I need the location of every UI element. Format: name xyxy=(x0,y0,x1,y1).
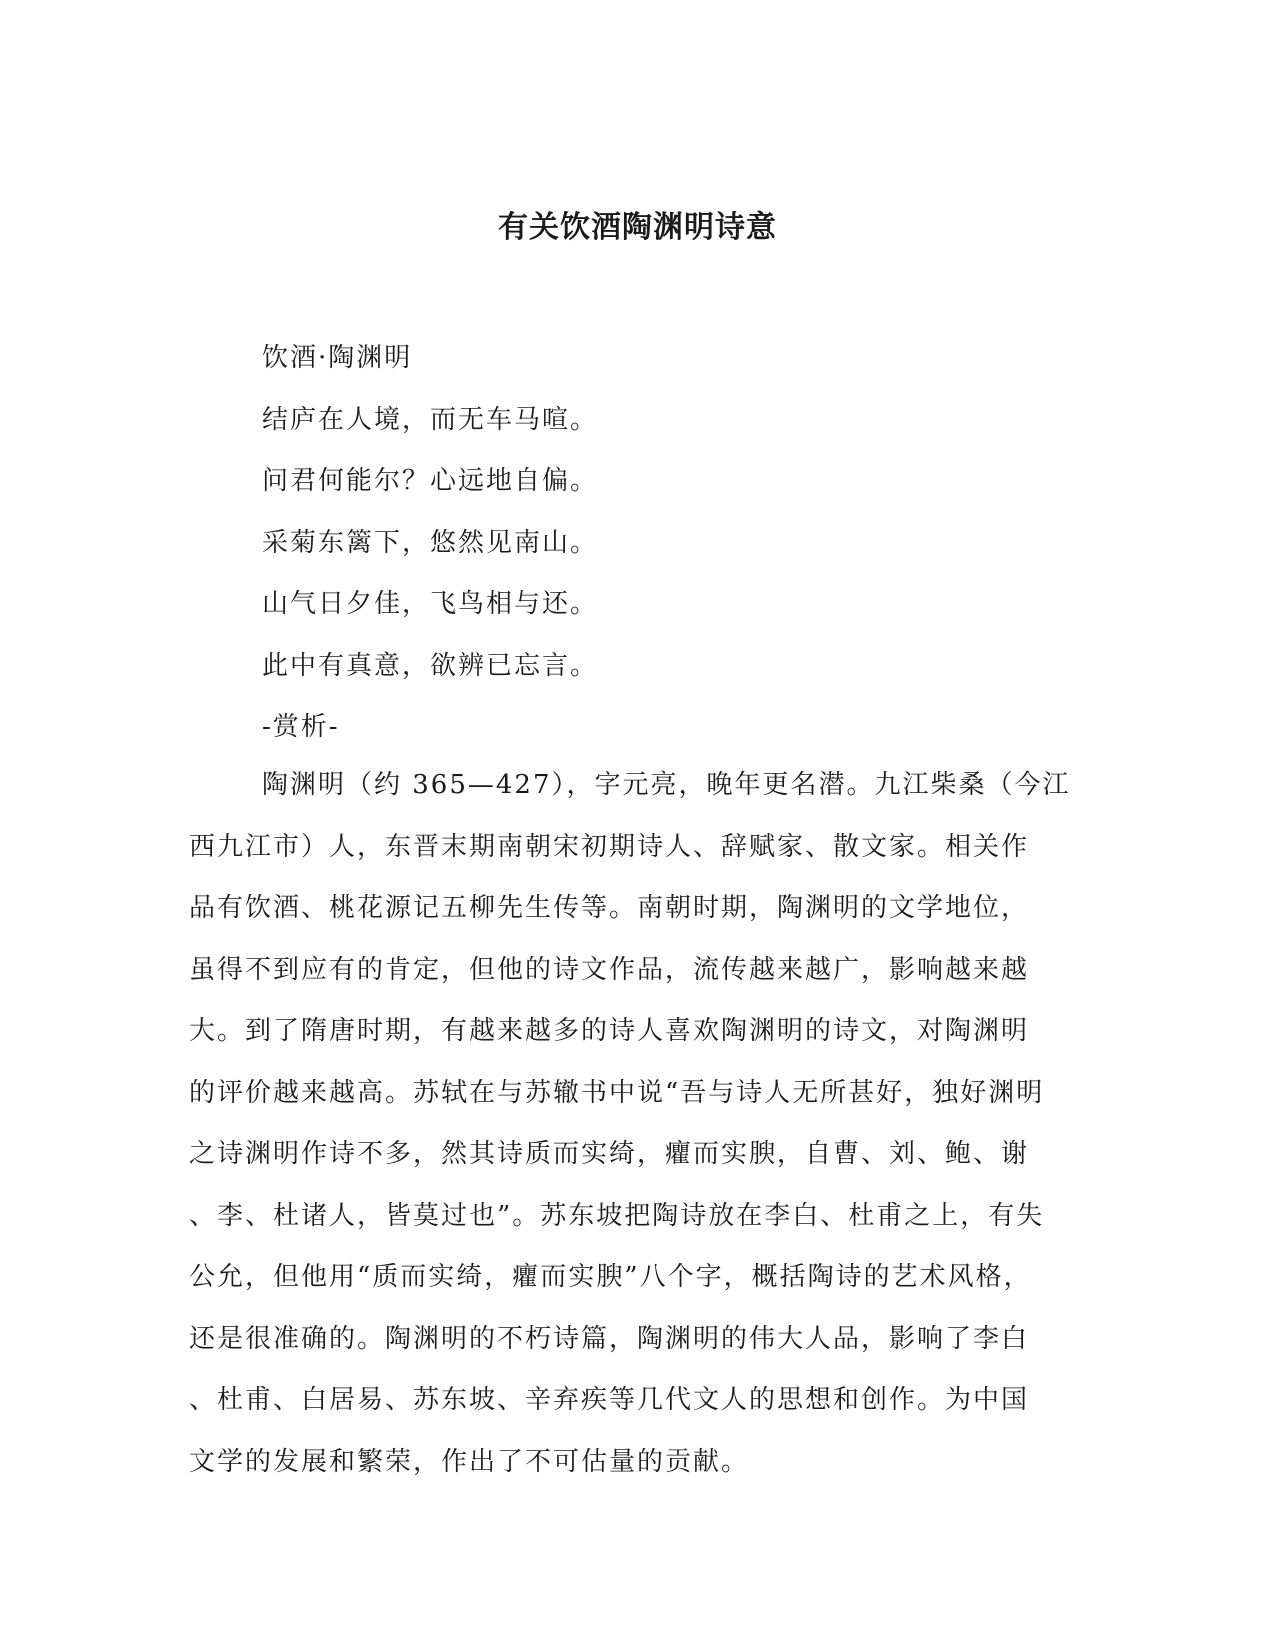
poem-line: 采菊东篱下，悠然见南山。 xyxy=(262,527,599,558)
analysis-line: 还是很准确的。陶渊明的不朽诗篇，陶渊明的伟大人品，影响了李白 xyxy=(189,1323,1030,1354)
section-label: -赏析- xyxy=(262,712,340,742)
poem-heading: 饮酒·陶渊明 xyxy=(262,343,413,373)
poem-line: 问君何能尔？心远地自偏。 xyxy=(262,466,599,496)
document-title: 有关饮酒陶渊明诗意 xyxy=(498,210,777,245)
analysis-line: 之诗渊明作诗不多，然其诗质而实绮，癯而实腴，自曹、刘、鲍、谢 xyxy=(189,1139,1030,1169)
analysis-line: 的评价越来越高。苏轼在与苏辙书中说“吾与诗人无所甚好，独好渊明 xyxy=(189,1077,1045,1108)
analysis-line: 公允，但他用“质而实绮，癯而实腴”八个字，概括陶诗的艺术风格， xyxy=(189,1262,1032,1292)
poem-line: 山气日夕佳，飞鸟相与还。 xyxy=(262,589,599,619)
analysis-line: 文学的发展和繁荣，作出了不可估量的贡献。 xyxy=(189,1446,750,1477)
poem-line: 此中有真意，欲辨已忘言。 xyxy=(262,650,599,681)
analysis-line: 虽得不到应有的肯定，但他的诗文作品，流传越来越广，影响越来越 xyxy=(189,954,1030,985)
analysis-line: 、杜甫、白居易、苏东坡、辛弃疾等几代文人的思想和创作。为中国 xyxy=(189,1385,1030,1415)
poem-line: 结庐在人境，而无车马喧。 xyxy=(262,404,599,435)
analysis-line: 陶渊明（约 365—427），字元亮，晚年更名潜。九江柴桑（今江 xyxy=(262,770,1071,800)
analysis-line: 西九江市）人，东晋末期南朝宋初期诗人、辞赋家、散文家。相关作 xyxy=(189,831,1030,862)
analysis-line: 品有饮酒、桃花源记五柳先生传等。南朝时期，陶渊明的文学地位， xyxy=(189,893,1030,923)
analysis-line: 大。到了隋唐时期，有越来越多的诗人喜欢陶渊明的诗文，对陶渊明 xyxy=(189,1016,1030,1046)
poem-block xyxy=(262,328,1082,759)
analysis-paragraph xyxy=(189,755,1089,1493)
analysis-line: 、李、杜诸人，皆莫过也”。苏东坡把陶诗放在李白、杜甫之上，有失 xyxy=(189,1200,1045,1231)
